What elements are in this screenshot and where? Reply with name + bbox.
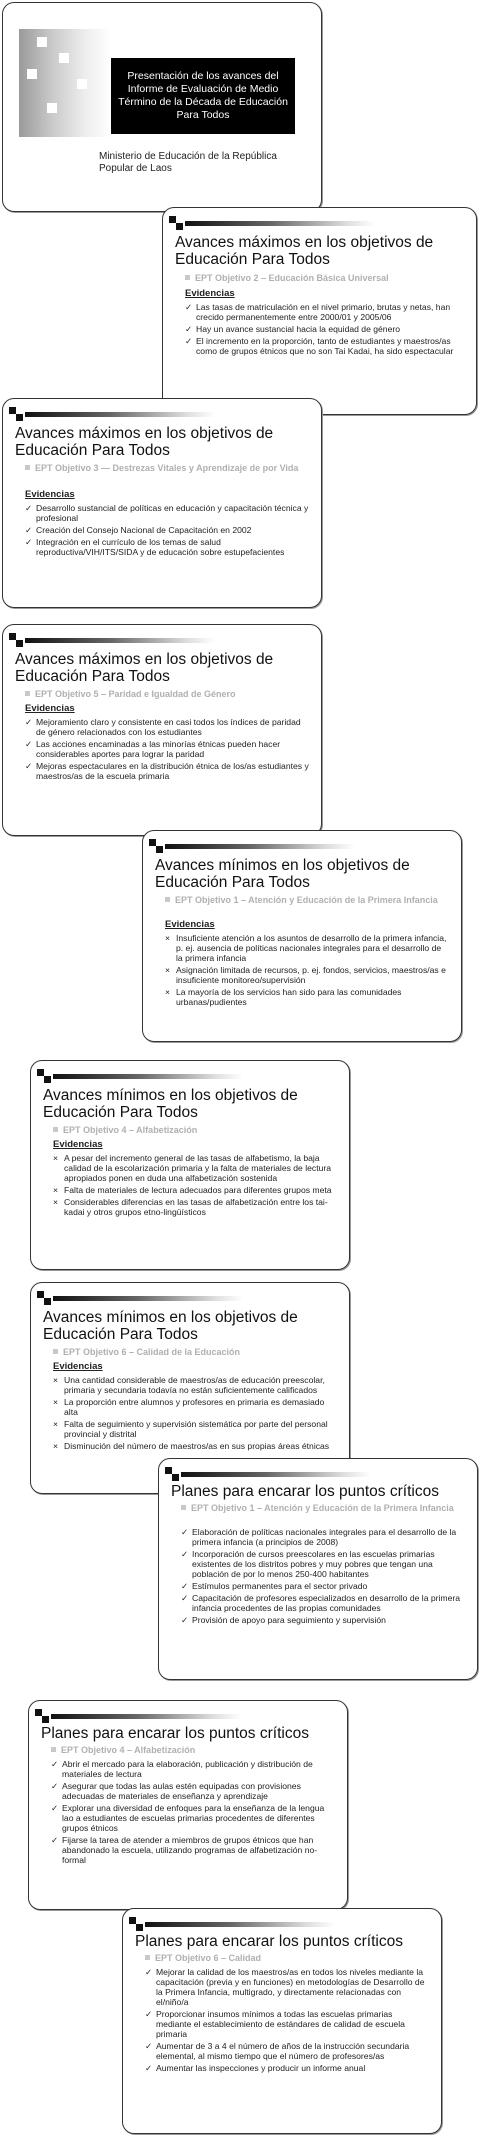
cross-icon: × [53,1441,59,1451]
check-icon: ✓ [181,1527,189,1537]
list-item: ✓ Creación del Consejo Nacional de Capacitación en 2002 [25,525,252,535]
check-icon: ✓ [185,336,193,346]
check-icon: ✓ [181,1593,189,1603]
check-icon: ✓ [25,503,33,513]
check-icon: ✓ [185,302,193,312]
list-item: ✓ Mejoramiento claro y consistente en casi todos los índices de paridad de género relacionados con los estudiantes [25,717,301,737]
slide-header-decoration [149,839,359,853]
list-item: × La proporción entre alumnos y profesores en primaria es demasiado alta [53,1397,325,1417]
list-item: ✓ Proporcionar insumos mínimos a todas las escuelas primarias mediante el establecimiento de estándares de calidad de escuela primaria [145,2009,405,2039]
slide-title: Planes para encarar los puntos críticos [41,1725,309,1742]
check-icon: ✓ [25,525,33,535]
cross-icon: × [53,1153,59,1163]
list-item: ✓ Capacitación de profesores especializados en desarrollo de la primera infancia procedentes de las propias comunidades [181,1593,460,1613]
list-item: ✓ Aumentar de 3 a 4 el número de años de la instrucción secundaria elemental, al mismo tiempo que el número de profesores/as [145,2041,410,2061]
list-item: ✓ Asegurar que todas las aulas estén equipadas con provisiones adecuadas de materiales de enseñanza y aprendizaje [51,1781,301,1801]
slide-header-decoration [169,216,379,230]
slide-title: Avances máximos en los objetivos de Educación Para Todos [15,651,274,685]
list-item: × La mayoría de los servicios han sido para las comunidades urbanas/pudientes [165,987,402,1007]
list-item: ✓ Elaboración de políticas nacionales integrales para el desarrollo de la primera infancia (a principios de 2008) [181,1527,457,1547]
evidence-label: Evidencias [53,1139,103,1150]
list-item: ✓ El incremento en la proporción, tanto de estudiantes y maestros/as como de grupos étnicos que no son Tai Kadai, ha sido espectacular [185,336,454,356]
slide-bullet-list [185,302,464,358]
list-item: × Falta de seguimiento y supervisión sistemática por parte del personal provincial y distrital [53,1419,328,1439]
slide-subtitle: EPT Objetivo 2 – Educación Básica Universal [185,273,466,283]
cross-icon: × [53,1185,59,1195]
check-icon: ✓ [145,2009,153,2019]
slide-bullet-list [165,933,449,1009]
list-item: × Insuficiente atención a los asuntos de desarrollo de la primera infancia, p. ej. ausencia de políticas nacionales integrales para el desarrollo de la primera infancia [165,933,447,963]
list-item: ✓ Aumentar las inspecciones y producir un informe anual [145,2063,366,2073]
check-icon: ✓ [145,1967,153,1977]
cross-icon: × [53,1375,59,1385]
slide-title: Avances máximos en los objetivos de Educación Para Todos [15,425,274,459]
slide-planes-objetivo-6 [122,1908,442,2134]
slide-bullet-list [145,1967,429,2075]
slide-subtitle: EPT Objetivo 4 – Alfabetización [51,1745,337,1755]
slide-title: Avances mínimos en los objetivos de Educación Para Todos [43,1309,298,1343]
slide-avances-maximos-objetivo-3 [2,398,322,608]
list-item: ✓ Fijarse la tarea de atender a miembros de grupos étnicos que han abandonado la escuela, utilizando programas de alfabetización no-formal [51,1835,318,1865]
title-slide [2,2,322,212]
slide-bullet-list [53,1375,337,1453]
cross-icon: × [53,1419,59,1429]
check-icon: ✓ [181,1615,189,1625]
title-gradient-decoration [19,29,111,137]
list-item: × Asignación limitada de recursos, p. ej. fondos, servicios, maestros/as e insuficiente monitoreo/supervisión [165,965,446,985]
slide-avances-maximos-objetivo-5 [2,624,322,836]
slide-subtitle: EPT Objetivo 6 – Calidad [145,1953,431,1963]
slide-subtitle: EPT Objetivo 1 – Atención y Educación de la Primera Infancia [181,1503,467,1513]
check-icon: ✓ [145,2041,153,2051]
slide-bullet-list [181,1527,465,1627]
slide-subtitle: EPT Objetivo 3 — Destrezas Vitales y Aprendizaje de por Vida [25,463,311,473]
check-icon: ✓ [145,2063,153,2073]
list-item: × Disminución del número de maestros/as en sus propias áreas étnicas [53,1441,330,1451]
list-item: × A pesar del incremento general de las tasas de alfabetismo, la baja calidad de la escolarización primaria y la falta de materiales de lectura apropiados ponen en duda una alfabetización sostenida [53,1153,332,1183]
slide-subtitle: EPT Objetivo 1 – Atención y Educación de la Primera Infancia [165,895,451,905]
cross-icon: × [165,987,171,997]
slide-title: Avances mínimos en los objetivos de Educación Para Todos [43,1087,298,1121]
ministry-name: Ministerio de Educación de la República Popular de Laos [99,151,277,174]
cross-icon: × [53,1197,59,1207]
slide-header-decoration [37,1069,247,1083]
evidence-label: Evidencias [53,1361,103,1372]
list-item: ✓ Hay un avance sustancial hacia la equidad de género [185,324,401,334]
presentation-title: Presentación de los avances del Informe de Evaluación de Medio Término de la Década de Educación Para Todos [118,70,288,121]
list-item: ✓ Abrir el mercado para la elaboración, publicación y distribución de materiales de lectura [51,1759,313,1779]
slide-avances-minimos-objetivo-4 [30,1060,350,1270]
slide-bullet-list [25,503,309,559]
check-icon: ✓ [25,739,33,749]
list-item: × Falta de materiales de lectura adecuados para diferentes grupos meta [53,1185,332,1195]
slide-avances-minimos-objetivo-1 [142,830,462,1042]
list-item: ✓ Provisión de apoyo para seguimiento y supervisión [181,1615,386,1625]
list-item: ✓ Integración en el currículo de los temas de salud reproductiva/VIH/ITS/SIDA y de educación sobre estupefacientes [25,537,285,557]
list-item: ✓ Mejoras espectaculares en la distribución étnica de los/as estudiantes y maestros/as de la escuela primaria [25,761,309,781]
slide-header-decoration [9,633,219,647]
slide-title: Planes para encarar los puntos críticos [171,1483,439,1500]
list-item: ✓ Las tasas de matriculación en el nivel primario, brutas y netas, han crecido permanentemente entre 2000/01 y 2005/06 [185,302,451,322]
slide-subtitle: EPT Objetivo 5 – Paridad e Igualdad de Género [25,689,311,699]
slide-header-decoration [165,1467,375,1481]
cross-icon: × [165,965,171,975]
check-icon: ✓ [51,1781,59,1791]
check-icon: ✓ [51,1835,59,1845]
check-icon: ✓ [51,1803,59,1813]
check-icon: ✓ [25,717,33,727]
slide-title: Avances máximos en los objetivos de Educación Para Todos [175,234,434,268]
slide-planes-objetivo-1 [158,1458,478,1680]
check-icon: ✓ [181,1581,189,1591]
slide-planes-objetivo-4 [28,1700,348,1910]
cross-icon: × [165,933,171,943]
list-item: × Considerables diferencias en las tasas de alfabetización entre los tai-kadai y otros grupos etno-lingüísticos [53,1197,328,1217]
check-icon: ✓ [181,1549,189,1559]
slide-header-decoration [35,1709,245,1723]
slide-header-decoration [37,1291,247,1305]
slide-avances-maximos-objetivo-2 [162,207,477,415]
slide-header-decoration [9,407,219,421]
slide-subtitle: EPT Objetivo 6 – Calidad de la Educación [53,1347,339,1357]
list-item: ✓ Desarrollo sustancial de políticas en educación y capacitación técnica y profesional [25,503,309,523]
slide-bullet-list [53,1153,337,1219]
slide-title: Planes para encarar los puntos críticos [135,1933,403,1950]
slide-subtitle: EPT Objetivo 4 – Alfabetización [53,1125,339,1135]
title-banner [111,58,295,134]
list-item: ✓ Incorporación de cursos preescolares en las escuelas primarias existentes de los distritos pobres y muy pobres que tengan una población de por lo menos 250-400 habitantes [181,1549,435,1579]
slide-title: Avances mínimos en los objetivos de Educación Para Todos [155,857,410,891]
slide-bullet-list [25,717,309,783]
slide-header-decoration [129,1917,339,1931]
evidence-label: Evidencias [165,919,215,930]
list-item: ✓ Explorar una diversidad de enfoques para la enseñanza de la lengua lao a estudiantes de escuelas primarias procedentes de diferentes grupos étnicos [51,1803,325,1833]
list-item: ✓ Estímulos permanentes para el sector privado [181,1581,368,1591]
list-item: × Una cantidad considerable de maestros/as de educación preescolar, primaria y secundaria todavía no están suficientemente calificados [53,1375,325,1395]
check-icon: ✓ [25,537,33,547]
cross-icon: × [53,1397,59,1407]
check-icon: ✓ [25,761,33,771]
check-icon: ✓ [51,1759,59,1769]
evidence-label: Evidencias [185,288,235,299]
slide-bullet-list [51,1759,335,1867]
list-item: ✓ Mejorar la calidad de los maestros/as en todos los niveles mediante la capacitación (previa y en funciones) en metodologías de Desarrollo de la Primera Infancia, multigrado, y directamente relacionadas con el/niño/a [145,1967,425,2007]
list-item: ✓ Las acciones encaminadas a las minorías étnicas pueden hacer considerables aportes para lograr la paridad [25,739,281,759]
evidence-label: Evidencias [25,703,75,714]
check-icon: ✓ [185,324,193,334]
evidence-label: Evidencias [25,489,75,500]
